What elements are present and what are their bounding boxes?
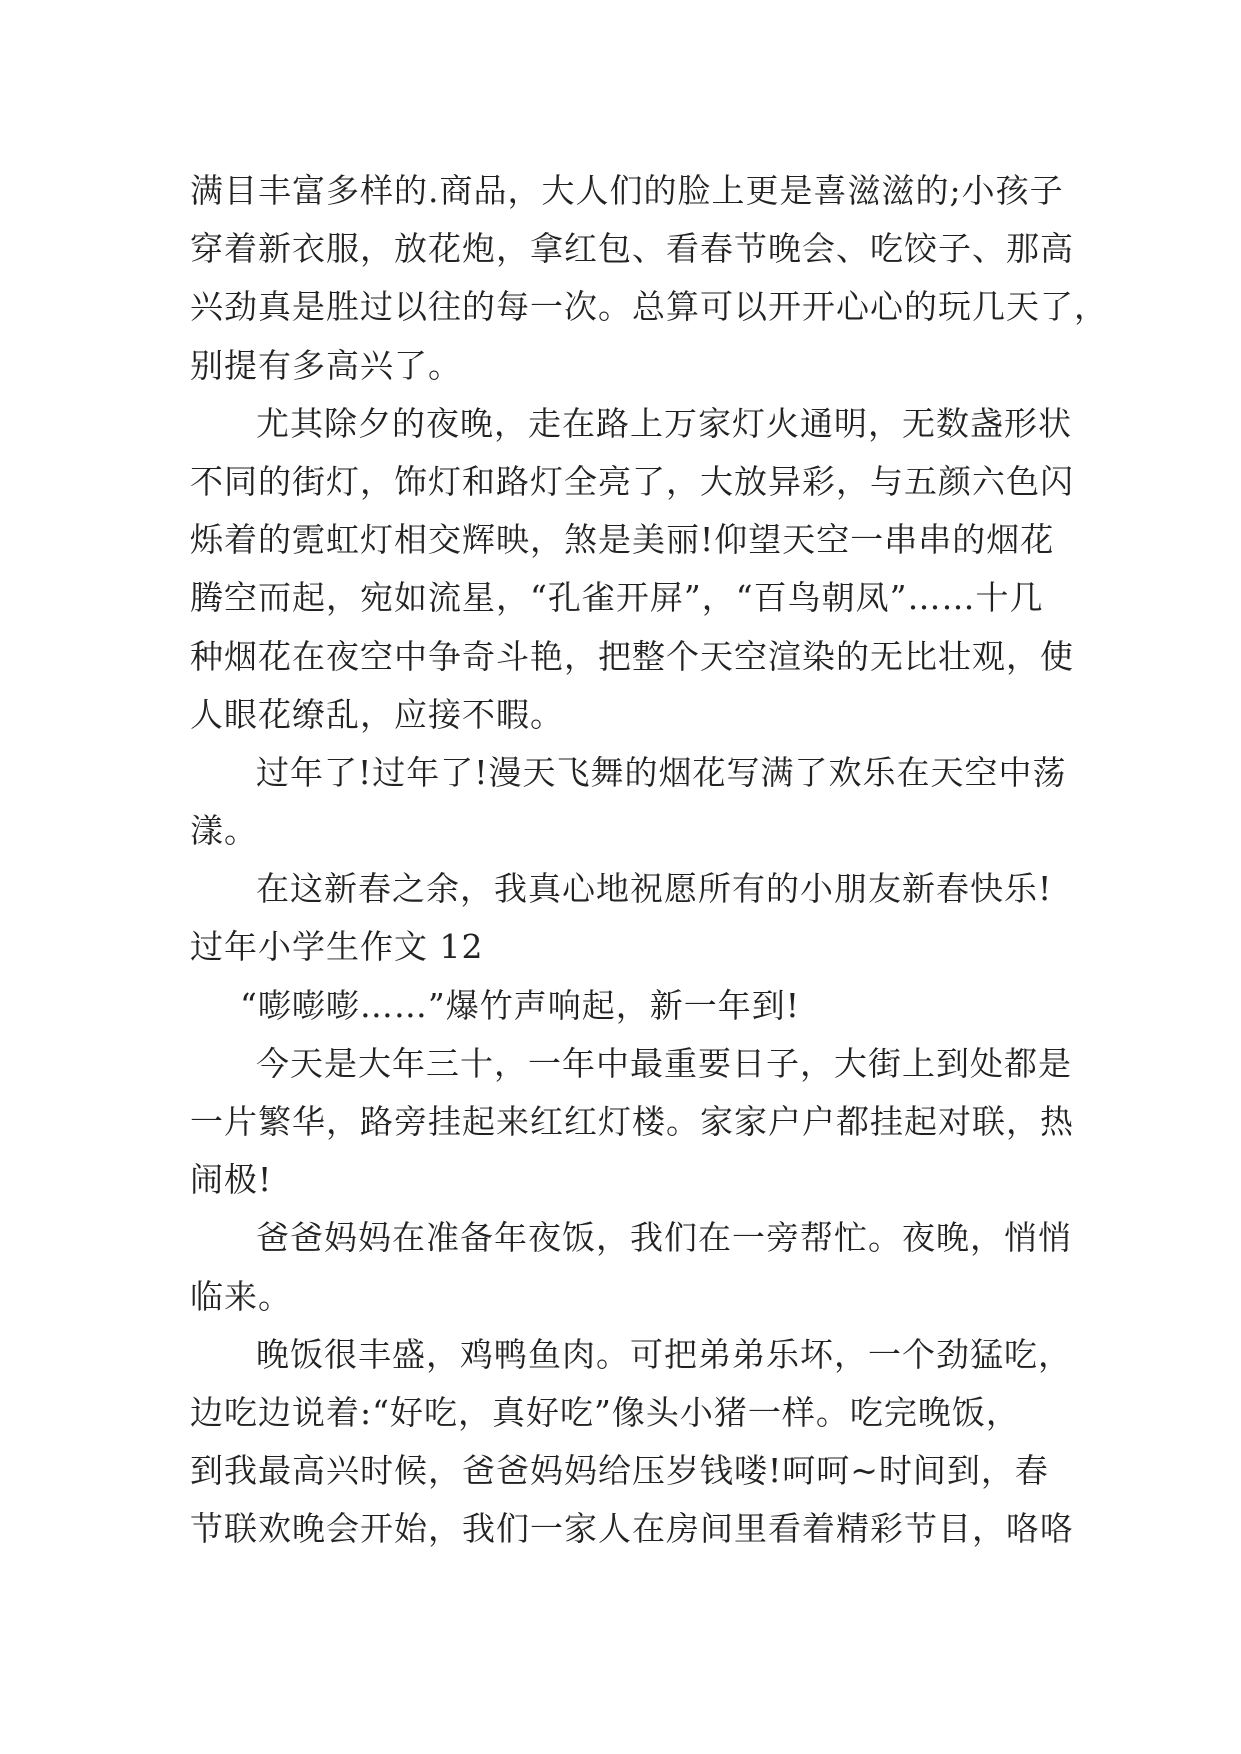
text-line: 腾空而起，宛如流星，“孔雀开屏”，“百鸟朝凤”……十几: [190, 578, 1044, 618]
text-line: 边吃边说着:“好吃，真好吃”像头小猪一样。吃完晚饭，: [190, 1392, 1020, 1432]
paragraph-first-line: 在这新春之余，我真心地祝愿所有的小朋友新春快乐!: [256, 869, 1053, 909]
text-line: 临来。: [190, 1276, 292, 1316]
text-line: 一片繁华，路旁挂起来红红灯楼。家家户户都挂起对联，热: [190, 1102, 1074, 1141]
paragraph-first-line: “嘭嘭嘭……”爆竹声响起，新一年到!: [240, 985, 801, 1025]
text-line: 别提有多高兴了。: [190, 345, 462, 385]
paragraph-first-line: 今天是大年三十，一年中最重要日子，大街上到处都是: [256, 1043, 1072, 1083]
text-line: 兴劲真是胜过以往的每一次。总算可以开开心心的玩几天了，: [190, 287, 1108, 327]
text-line: 满目丰富多样的.商品，大人们的脸上更是喜滋滋的;小孩子: [190, 171, 1064, 210]
essay-title: 过年小学生作文 12: [190, 927, 484, 967]
text-line: 烁着的霓虹灯相交辉映，煞是美丽!仰望天空一串串的烟花: [190, 520, 1055, 560]
text-line: 漾。: [190, 811, 258, 851]
paragraph-first-line: 过年了!过年了!漫天飞舞的烟花写满了欢乐在天空中荡: [256, 752, 1067, 792]
paragraph-first-line: 爸爸妈妈在准备年夜饭，我们在一旁帮忙。夜晚，悄悄: [256, 1218, 1072, 1258]
text-line: 闹极!: [190, 1160, 273, 1200]
document-body: [190, 162, 1108, 1559]
text-line: 穿着新衣服，放花炮，拿红包、看春节晚会、吃饺子、那高: [190, 229, 1074, 269]
text-line: 节联欢晚会开始，我们一家人在房间里看着精彩节目，咯咯: [190, 1509, 1074, 1549]
paragraph-first-line: 尤其除夕的夜晚，走在路上万家灯火通明，无数盏形状: [256, 403, 1072, 443]
text-line: 种烟花在夜空中争奇斗艳，把整个天空渲染的无比壮观，使: [190, 636, 1074, 676]
text-line: 到我最高兴时候，爸爸妈妈给压岁钱喽!呵呵~时间到，春: [190, 1451, 1049, 1491]
text-line: 人眼花缭乱，应接不暇。: [190, 694, 564, 734]
paragraph-first-line: 晚饭很丰盛，鸡鸭鱼肉。可把弟弟乐坏，一个劲猛吃，: [256, 1334, 1072, 1374]
text-line: 不同的街灯，饰灯和路灯全亮了，大放异彩，与五颜六色闪: [190, 461, 1074, 501]
